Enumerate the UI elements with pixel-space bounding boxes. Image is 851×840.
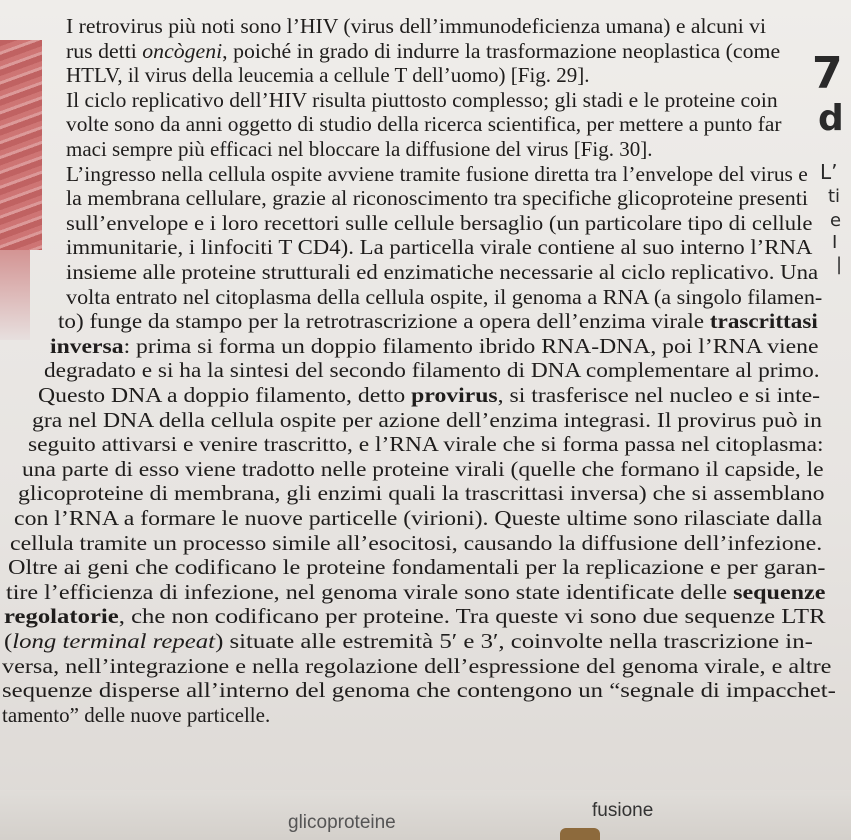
text-line	[66, 88, 778, 112]
text-line	[66, 235, 812, 259]
italic-term: oncògeni	[142, 38, 223, 63]
text-line	[6, 580, 825, 604]
text-line	[66, 112, 781, 136]
text-segment: : prima si forma un doppio filamento ibrido RNA-DNA, poi l’RNA viene	[123, 333, 819, 358]
text-line	[22, 457, 824, 481]
text-line	[66, 260, 818, 284]
margin-fragment-4: I	[832, 232, 838, 253]
text-line	[66, 162, 808, 186]
text-line	[4, 629, 813, 653]
text-segment: ) situate alle estremità 5′ e 3′, coinvolte nella trascrizione in-	[215, 629, 813, 653]
text-segment: Il ciclo replicativo dell’HIV risulta piuttosto complesso; gli stadi e le proteine coin	[66, 87, 778, 112]
text-segment: immunitarie, i linfociti T CD4). La particella virale contiene al suo interno l’RNA	[66, 235, 813, 260]
text-segment: volte sono da anni oggetto di studio della ricerca scientifica, per mettere a punto far	[66, 112, 782, 137]
text-segment: volta entrato nel citoplasma della cellula ospite, il genoma a RNA (a singolo filamen-	[66, 284, 823, 309]
bold-term: inversa	[50, 333, 124, 358]
margin-fragment-3: e	[830, 210, 842, 231]
text-line	[58, 309, 818, 333]
italic-term: long terminal repeat	[12, 629, 216, 653]
text-line	[10, 531, 822, 555]
text-line	[18, 481, 824, 505]
margin-letter: d	[818, 98, 844, 139]
text-segment: maci sempre più efficaci nel bloccare la diffusione del virus [Fig. 30].	[66, 137, 653, 161]
bold-term: regolatorie	[4, 604, 119, 629]
text-segment: una parte di esso viene tradotto nelle proteine virali (quelle che formano il capside, le	[22, 456, 824, 481]
figure-label-fusione: fusione	[592, 800, 654, 821]
text-line	[32, 408, 822, 432]
text-line	[4, 604, 826, 628]
text-line	[2, 678, 836, 702]
text-segment: insieme alle proteine strutturali ed enzimatiche necessarie al ciclo replicativo. Una	[66, 260, 819, 284]
text-segment: glicoproteine di membrana, gli enzimi quali la trascrittasi inversa) che si assemblano	[18, 481, 825, 506]
text-segment: con l’RNA a formare le nuove particelle (virioni). Queste ultime sono rilasciate dalla	[14, 506, 823, 530]
text-line	[14, 506, 822, 530]
bold-term: trascrittasi	[709, 309, 818, 334]
text-line	[28, 432, 824, 456]
text-segment: seguito attivarsi e venire trascritto, e l’RNA virale che si forma passa nel citoplasma:	[28, 432, 824, 457]
figure-label-glicoproteine: glicoproteine	[288, 812, 396, 833]
text-segment: Questo DNA a doppio filamento, detto	[38, 383, 412, 407]
margin-fragment-5: |	[836, 254, 843, 275]
text-line	[8, 555, 825, 579]
text-segment: sequenze disperse all’interno del genoma che contengono un “segnale di impacchet-	[2, 678, 836, 703]
text-segment: (	[4, 629, 13, 653]
figure-fragment	[560, 828, 600, 840]
text-segment: , poiché in grado di indurre la trasformazione neoplastica (come	[222, 38, 781, 63]
margin-page-number: 7	[812, 48, 843, 99]
text-segment: gra nel DNA della cellula ospite per azione dell’enzima integrasi. Il provirus può in	[32, 407, 822, 432]
text-segment: versa, nell’integrazione e nella regolazione dell’espressione del genoma virale, e altre	[2, 653, 832, 678]
margin-fragment-2: ti	[828, 186, 841, 207]
text-line	[44, 358, 820, 382]
text-segment: I retrovirus più noti sono l’HIV (virus dell’immunodeficienza umana) e alcuni vi	[66, 14, 767, 38]
text-segment: to) funge da stampo per la retrotrascrizione a opera dell’enzima virale	[58, 309, 710, 334]
text-line	[66, 14, 766, 38]
text-segment: rus detti	[66, 38, 143, 63]
text-line	[66, 285, 822, 309]
text-line	[66, 137, 652, 161]
text-segment: degradato e si ha la sintesi del secondo filamento di DNA complementare al primo.	[44, 358, 820, 383]
text-segment: la membrana cellulare, grazie al riconoscimento tra specifiche glicoproteine presenti	[66, 186, 809, 211]
margin-fragment-1: L’	[820, 160, 838, 184]
text-segment: tire l’efficienza di infezione, nel genoma virale sono state identificate delle	[6, 579, 734, 604]
text-segment: HTLV, il virus della leucemia a cellule T dell’uomo) [Fig. 29].	[66, 63, 590, 88]
figure-strip	[0, 790, 851, 840]
text-line	[2, 654, 831, 678]
text-segment: , si trasferisce nel nucleo e si inte-	[497, 383, 821, 407]
text-line	[38, 383, 820, 407]
text-line	[2, 703, 270, 727]
bold-term: provirus	[411, 383, 498, 407]
text-segment: , che non codificano per proteine. Tra queste vi sono due sequenze LTR	[118, 604, 826, 629]
text-line	[66, 186, 808, 210]
text-segment: cellula tramite un processo simile all’esocitosi, causando la diffusione dell’infezione.	[10, 530, 823, 555]
text-segment: Oltre ai geni che codificano le proteine fondamentali per la replicazione e per garan-	[8, 555, 826, 580]
text-segment: tamento” delle nuove particelle.	[2, 702, 271, 727]
text-segment: sull’envelope e i loro recettori sulle cellule bersaglio (un particolare tipo di cellule	[66, 210, 813, 235]
text-line	[50, 334, 818, 358]
text-segment: L’ingresso nella cellula ospite avviene tramite fusione diretta tra l’envelope del virus e	[66, 161, 808, 186]
text-line	[66, 63, 590, 87]
text-line	[66, 39, 780, 63]
text-line	[66, 211, 812, 235]
bold-term: sequenze	[733, 579, 826, 604]
